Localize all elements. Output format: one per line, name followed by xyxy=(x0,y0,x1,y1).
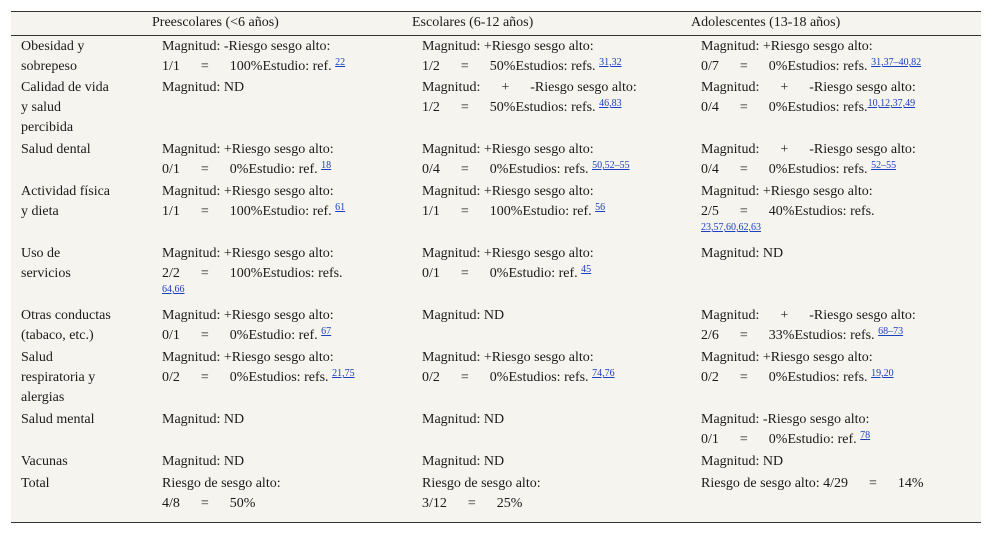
row-label xyxy=(21,78,141,138)
cell-line: Magnitud: +Riesgo sesgo alto: xyxy=(162,246,334,261)
cell-preescolares xyxy=(162,306,392,346)
table-header xyxy=(11,12,981,36)
cell-adolescentes xyxy=(701,306,966,346)
cell-text: 2/2 = 100%Estudios: refs. xyxy=(162,266,343,281)
row-label-line: Uso de xyxy=(21,246,61,261)
cell-text: 4/8 = 50% xyxy=(162,496,256,511)
reference-link[interactable]: 61 xyxy=(335,202,346,213)
cell-text: 0/1 = 0%Estudio: ref. xyxy=(701,432,861,447)
cell-preescolares xyxy=(162,182,392,222)
row-label xyxy=(21,182,141,222)
cell-preescolares xyxy=(162,37,392,77)
reference-link[interactable]: 50,52–55 xyxy=(592,160,630,171)
cell-line: Magnitud: +Riesgo sesgo alto: xyxy=(162,308,334,323)
cell-line: Magnitud: ND xyxy=(162,454,245,469)
cell-line: Magnitud: +Riesgo sesgo alto: xyxy=(701,350,873,365)
reference-link[interactable]: 68–73 xyxy=(878,326,904,337)
row-label-line: alergias xyxy=(21,390,65,405)
reference-link[interactable]: 67 xyxy=(321,326,332,337)
cell-text: 1/2 = 50%Estudios: refs. xyxy=(422,100,600,115)
reference-link[interactable]: 78 xyxy=(860,430,871,441)
reference-link[interactable]: 19,20 xyxy=(871,368,894,379)
row-label-line: y salud xyxy=(21,100,62,115)
cell-escolares xyxy=(422,244,672,284)
cell-line: Magnitud: ND xyxy=(422,454,505,469)
header-adolescentes: Adolescentes (13-18 años) xyxy=(691,15,841,30)
cell-line xyxy=(422,202,672,222)
cell-line: Magnitud: + -Riesgo sesgo alto: xyxy=(701,142,916,157)
cell-escolares xyxy=(422,410,672,430)
cell-line xyxy=(701,202,966,222)
cell-text: 3/12 = 25% xyxy=(422,496,523,511)
reference-link[interactable]: 56 xyxy=(595,202,606,213)
cell-escolares xyxy=(422,78,672,118)
row-label-line: (tabaco, etc.) xyxy=(21,328,94,343)
cell-text: 0/4 = 0%Estudios: refs. xyxy=(701,100,868,115)
cell-text: 1/1 = 100%Estudio: ref. xyxy=(162,59,336,74)
row-label-line: respiratoria y xyxy=(21,370,96,385)
cell-preescolares xyxy=(162,348,392,388)
cell-preescolares xyxy=(162,452,392,472)
results-table xyxy=(11,11,981,523)
cell-line xyxy=(422,98,672,118)
row-label-line: sobrepeso xyxy=(21,59,77,74)
cell-escolares xyxy=(422,182,672,222)
cell-adolescentes xyxy=(701,182,966,234)
row-label xyxy=(21,37,141,77)
cell-text: 0/2 = 0%Estudios: refs. xyxy=(701,370,872,385)
cell-text: 1/2 = 50%Estudios: refs. xyxy=(422,59,600,74)
row-label xyxy=(21,452,141,472)
cell-escolares xyxy=(422,306,672,326)
cell-line xyxy=(422,494,672,514)
row-label xyxy=(21,410,141,430)
cell-line xyxy=(701,368,966,388)
row-label-line: Salud dental xyxy=(21,142,91,157)
cell-preescolares xyxy=(162,78,392,98)
row-label-line: y dieta xyxy=(21,204,59,219)
cell-adolescentes xyxy=(701,452,966,472)
cell-line: Riesgo de sesgo alto: xyxy=(422,476,541,491)
cell-escolares xyxy=(422,348,672,388)
cell-line: Magnitud: ND xyxy=(701,454,784,469)
cell-text: 1/1 = 100%Estudio: ref. xyxy=(162,204,336,219)
cell-adolescentes xyxy=(701,78,966,118)
cell-line: Magnitud: ND xyxy=(162,80,245,95)
reference-link[interactable]: 10,12,37,49 xyxy=(867,98,916,109)
cell-line: Magnitud: ND xyxy=(422,412,505,427)
row-label-line: Total xyxy=(21,476,50,491)
cell-line: Magnitud: ND xyxy=(162,412,245,427)
cell-line xyxy=(701,326,966,346)
cell-escolares xyxy=(422,37,672,77)
cell-line: Magnitud: +Riesgo sesgo alto: xyxy=(422,350,594,365)
row-label-line: Otras conductas xyxy=(21,308,111,323)
cell-text: 2/5 = 40%Estudios: refs. xyxy=(701,204,875,219)
cell-text: 0/1 = 0%Estudio: ref. xyxy=(162,328,322,343)
cell-line xyxy=(701,430,966,450)
cell-line: Magnitud: +Riesgo sesgo alto: xyxy=(422,184,594,199)
row-label xyxy=(21,244,141,284)
cell-line: Magnitud: + -Riesgo sesgo alto: xyxy=(422,80,637,95)
cell-text: 0/7 = 0%Estudios: refs. xyxy=(701,59,872,74)
cell-line xyxy=(162,57,392,77)
cell-line: Magnitud: +Riesgo sesgo alto: xyxy=(701,184,873,199)
cell-preescolares xyxy=(162,244,392,296)
cell-adolescentes xyxy=(701,474,966,494)
cell-line xyxy=(162,160,392,180)
cell-text: 0/1 = 0%Estudio: ref. xyxy=(162,162,322,177)
cell-text: 0/1 = 0%Estudio: ref. xyxy=(422,266,582,281)
row-label-line: Vacunas xyxy=(21,454,68,469)
header-preescolares: Preescolares (<6 años) xyxy=(152,15,279,30)
cell-escolares xyxy=(422,140,672,180)
cell-text: 0/4 = 0%Estudios: refs. xyxy=(422,162,593,177)
cell-line: Magnitud: +Riesgo sesgo alto: xyxy=(162,350,334,365)
reference-link[interactable]: 21,75 xyxy=(332,368,355,379)
cell-line: Magnitud: +Riesgo sesgo alto: xyxy=(162,142,334,157)
row-label-line: Actividad física xyxy=(21,184,111,199)
row-label-line: Salud mental xyxy=(21,412,95,427)
cell-preescolares xyxy=(162,140,392,180)
cell-line: Magnitud: ND xyxy=(701,246,784,261)
cell-line xyxy=(162,326,392,346)
reference-link[interactable]: 22 xyxy=(335,57,346,68)
cell-escolares xyxy=(422,452,672,472)
row-label-line: percibida xyxy=(21,120,74,135)
cell-text: 0/2 = 0%Estudios: refs. xyxy=(162,370,333,385)
reference-link[interactable]: 45 xyxy=(581,264,592,275)
cell-line: Magnitud: ND xyxy=(422,308,505,323)
cell-line: Magnitud: +Riesgo sesgo alto: xyxy=(701,39,873,54)
row-label-line: servicios xyxy=(21,266,71,281)
cell-line xyxy=(422,160,672,180)
cell-line xyxy=(701,160,966,180)
cell-adolescentes xyxy=(701,37,966,77)
cell-preescolares xyxy=(162,410,392,430)
cell-line xyxy=(162,202,392,222)
cell-adolescentes xyxy=(701,410,966,450)
row-label xyxy=(21,306,141,346)
cell-line xyxy=(422,368,672,388)
cell-line xyxy=(162,368,392,388)
cell-line xyxy=(162,264,392,284)
reference-link[interactable]: 23,57,60,62,63 xyxy=(701,222,761,233)
cell-line: Riesgo de sesgo alto: xyxy=(162,476,281,491)
cell-line: Magnitud: + -Riesgo sesgo alto: xyxy=(701,80,916,95)
row-label xyxy=(21,474,141,494)
cell-line: Magnitud: -Riesgo sesgo alto: xyxy=(162,39,331,54)
reference-link[interactable]: 18 xyxy=(321,160,332,171)
reference-link[interactable]: 74,76 xyxy=(592,368,615,379)
cell-adolescentes xyxy=(701,140,966,180)
cell-line: Magnitud: -Riesgo sesgo alto: xyxy=(701,412,870,427)
cell-line: Magnitud: + -Riesgo sesgo alto: xyxy=(701,308,916,323)
reference-link[interactable]: 46,83 xyxy=(599,98,622,109)
cell-line: Magnitud: +Riesgo sesgo alto: xyxy=(422,246,594,261)
reference-link[interactable]: 52–55 xyxy=(871,160,897,171)
row-label-line: Obesidad y xyxy=(21,39,85,54)
cell-line xyxy=(701,98,966,118)
cell-line xyxy=(422,264,672,284)
cell-line xyxy=(701,57,966,77)
cell-adolescentes xyxy=(701,348,966,388)
reference-link[interactable]: 64,66 xyxy=(162,284,185,295)
cell-adolescentes xyxy=(701,244,966,264)
cell-line: Magnitud: +Riesgo sesgo alto: xyxy=(422,142,594,157)
cell-text: 1/1 = 100%Estudio: ref. xyxy=(422,204,596,219)
row-label xyxy=(21,140,141,160)
cell-line xyxy=(162,494,392,514)
reference-link[interactable]: 31,32 xyxy=(599,57,622,68)
cell-line xyxy=(422,57,672,77)
cell-preescolares xyxy=(162,474,392,514)
reference-link[interactable]: 31,37–40,82 xyxy=(871,57,922,68)
cell-text: 2/6 = 33%Estudios: refs. xyxy=(701,328,879,343)
cell-escolares xyxy=(422,474,672,514)
header-escolares: Escolares (6-12 años) xyxy=(412,15,534,30)
cell-line: Riesgo de sesgo alto: 4/29 = 14% xyxy=(701,476,924,491)
row-label-line: Salud xyxy=(21,350,53,365)
cell-text: 0/4 = 0%Estudios: refs. xyxy=(701,162,872,177)
row-label xyxy=(21,348,141,408)
cell-line: Magnitud: +Riesgo sesgo alto: xyxy=(162,184,334,199)
cell-line: Magnitud: +Riesgo sesgo alto: xyxy=(422,39,594,54)
row-label-line: Calidad de vida xyxy=(21,80,109,95)
cell-text: 0/2 = 0%Estudios: refs. xyxy=(422,370,593,385)
